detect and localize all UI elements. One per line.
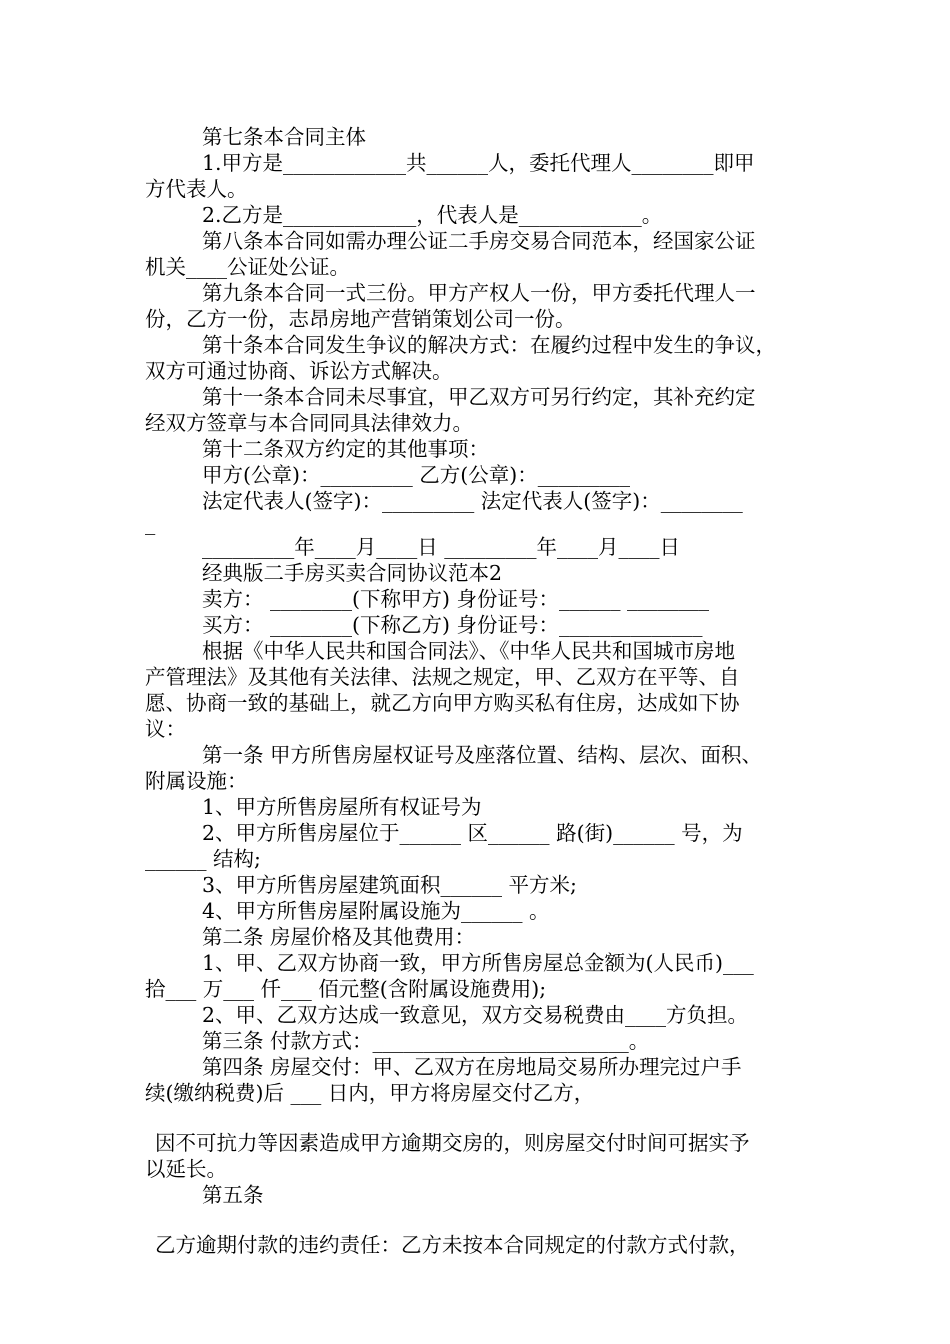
article-8: 第八条本合同如需办理公证二手房交易合同范本，经国家公证 xyxy=(202,229,756,253)
item-2-1-cont: 拾___ 万___ 仟___ 佰元整(含附属设施费用); xyxy=(145,977,547,1001)
article-12: 第十二条双方约定的其他事项： xyxy=(202,437,489,461)
article-8-cont: 机关____公证处公证。 xyxy=(145,255,350,279)
signature-line-cont: _ xyxy=(145,511,156,535)
item-1-3: 3、甲方所售房屋建筑面积______ 平方米; xyxy=(202,873,577,897)
item-1-1: 1、甲方所售房屋所有权证号为 xyxy=(202,795,482,819)
article-11: 第十一条本合同未尽事宜，甲乙双方可另行约定，其补充约定 xyxy=(202,385,756,409)
preamble: 根据《中华人民共和国合同法》、《中华人民共和国城市房地 xyxy=(202,639,735,663)
article-7-title: 第七条本合同主体 xyxy=(202,125,366,149)
article-4-cont: 续(缴纳税费)后 ___ 日内，甲方将房屋交付乙方， xyxy=(145,1081,595,1105)
preamble-cont-3: 议： xyxy=(145,717,186,741)
item-1-4: 4、甲方所售房屋附属设施为______ 。 xyxy=(202,899,550,923)
section-title: 经典版二手房买卖合同协议范本2 xyxy=(202,561,503,585)
party-a-line-cont: 方代表人。 xyxy=(145,177,248,201)
article-3: 第三条 付款方式：_________________________。 xyxy=(202,1029,650,1053)
overdue-payment-line: 乙方逾期付款的违约责任：乙方未按本合同规定的付款方式付款， xyxy=(155,1233,750,1257)
date-line: _________年____月____日 _________年____月____日 xyxy=(202,535,681,559)
signature-line: 法定代表人(签字)：_________ 法定代表人(签字)：________ xyxy=(202,489,743,513)
buyer-line: 买方： ________(下称乙方) 身份证号：______________ xyxy=(202,613,703,637)
article-11-cont: 经双方签章与本合同同具法律效力。 xyxy=(145,411,473,435)
seller-line: 卖方： ________(下称甲方) 身份证号：______ ________ xyxy=(202,587,710,611)
item-2-2: 2、甲、乙双方达成一致意见，双方交易税费由____方负担。 xyxy=(202,1003,749,1027)
force-majeure-cont: 以延长。 xyxy=(145,1157,227,1181)
article-2: 第二条 房屋价格及其他费用： xyxy=(202,925,476,949)
item-1-2: 2、甲方所售房屋位于______ 区______ 路(街)______ 号，为 xyxy=(202,821,743,845)
seal-line: 甲方(公章)：_________ 乙方(公章)：_________ xyxy=(202,463,631,487)
article-10: 第十条本合同发生争议的解决方式：在履约过程中发生的争议， xyxy=(202,333,776,357)
article-9: 第九条本合同一式三份。甲方产权人一份，甲方委托代理人一 xyxy=(202,281,756,305)
item-1-2-cont: ______ 结构; xyxy=(145,847,261,871)
preamble-cont-1: 产管理法》及其他有关法律、法规之规定，甲、乙双方在平等、自 xyxy=(145,665,740,689)
article-9-cont: 份，乙方一份，志昂房地产营销策划公司一份。 xyxy=(145,307,576,331)
article-1: 第一条 甲方所售房屋权证号及座落位置、结构、层次、面积、 xyxy=(202,743,763,767)
preamble-cont-2: 愿、协商一致的基础上，就乙方向甲方购买私有住房，达成如下协 xyxy=(145,691,740,715)
article-1-cont: 附属设施： xyxy=(145,769,248,793)
item-2-1: 1、甲、乙双方协商一致，甲方所售房屋总金额为(人民币)___ xyxy=(202,951,754,975)
party-a-line: 1.甲方是____________共______人，委托代理人________即甲 xyxy=(202,151,755,175)
article-4: 第四条 房屋交付：甲、乙双方在房地局交易所办理完过户手 xyxy=(202,1055,742,1079)
article-10-cont: 双方可通过协商、诉讼方式解决。 xyxy=(145,359,453,383)
party-b-line: 2.乙方是_____________，代表人是____________。 xyxy=(202,203,663,227)
article-5: 第五条 xyxy=(202,1183,264,1207)
force-majeure-line: 因不可抗力等因素造成甲方逾期交房的，则房屋交付时间可据实予 xyxy=(155,1131,750,1155)
